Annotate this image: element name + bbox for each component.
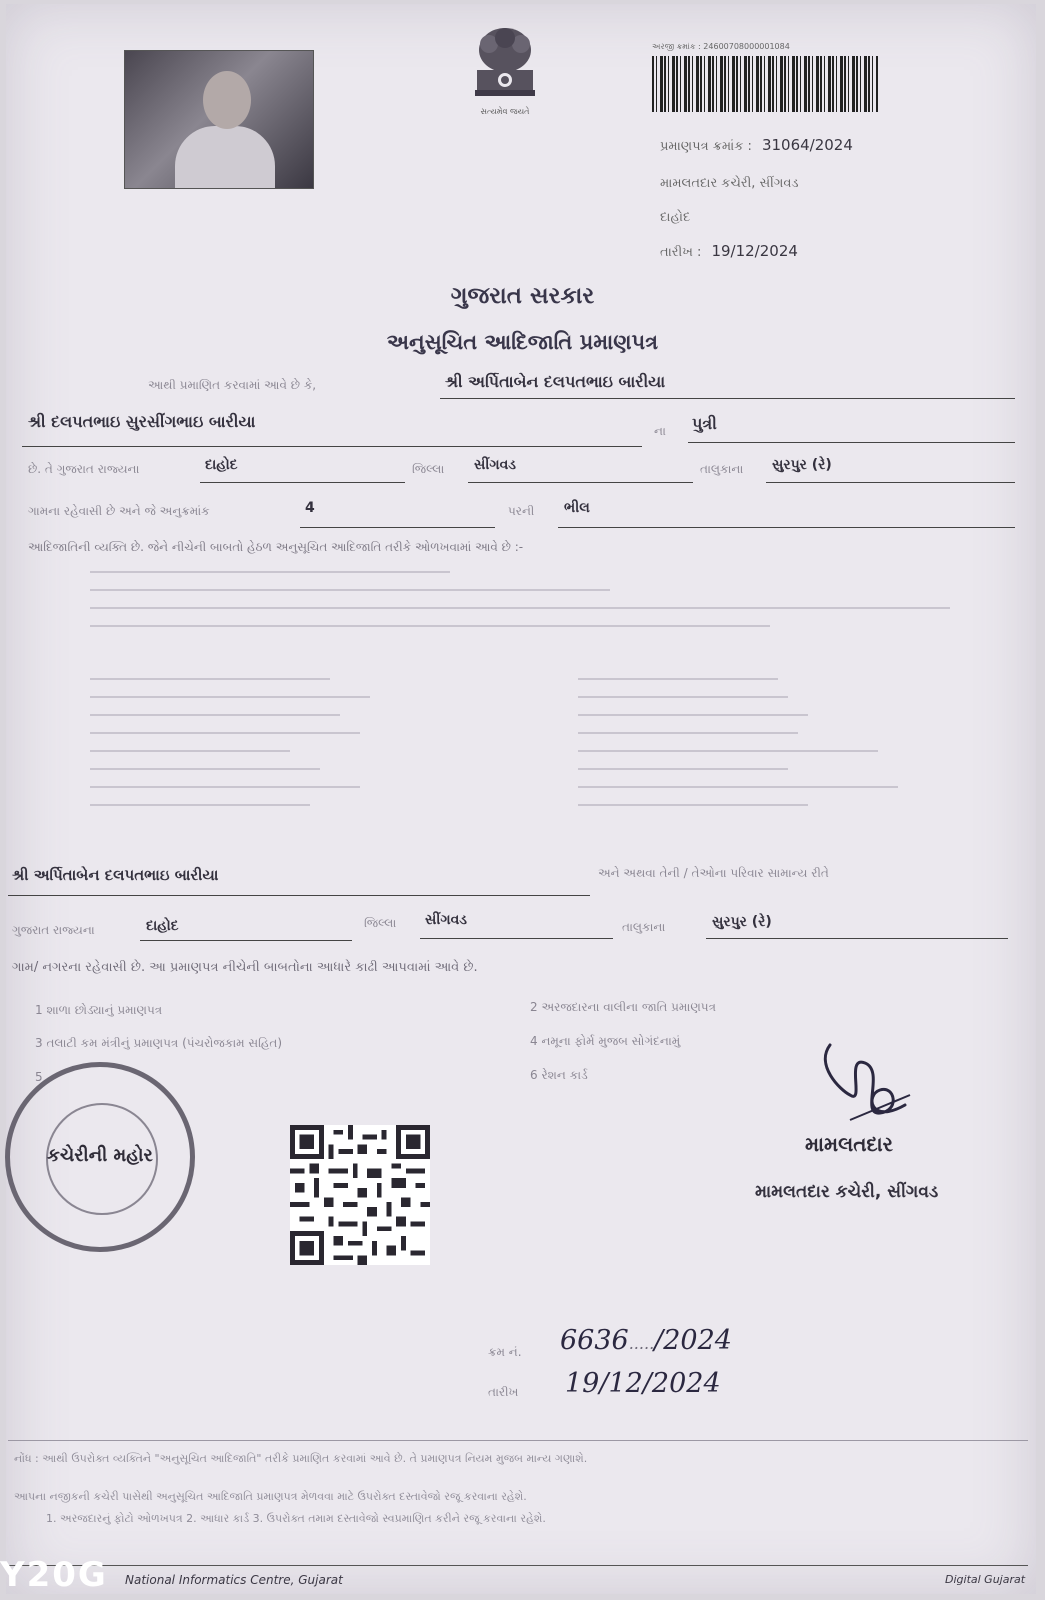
- barcode-block: અરજી ક્રમાંક : 24600708000001084: [652, 42, 882, 112]
- doc-6: 6 રેશન કાર્ડ: [530, 1068, 588, 1082]
- relation-label: ના: [654, 424, 666, 438]
- father-name: શ્રી દલપતભાઇ સુરસીંગભાઇ બારીયા: [28, 412, 256, 431]
- camera-watermark: Y20G: [0, 1555, 108, 1595]
- district-line: દાહોદ: [660, 210, 691, 225]
- tribe-label: પરની: [508, 504, 535, 518]
- certify-label: આથી પ્રમાણિત કરવામાં આવે છે કે,: [148, 378, 317, 392]
- faint-orders-right: [578, 670, 918, 840]
- national-emblem-icon: [455, 22, 555, 147]
- taluka-label: તાલુકાના: [700, 462, 744, 476]
- taluka-value: સીંગવડ: [474, 457, 516, 473]
- faint-orders-left: [90, 670, 390, 840]
- cert-number: 31064/2024: [761, 136, 853, 154]
- signature-icon: [810, 1035, 920, 1145]
- cert-number-label: પ્રમાણપત્ર ક્રમાંક :: [660, 139, 752, 154]
- office-line: મામલતદાર કચેરી, સીંગવડ: [660, 176, 799, 191]
- barcode: [652, 56, 878, 112]
- qr-code-icon: [290, 1125, 430, 1265]
- date-label: તારીખ :: [660, 245, 702, 260]
- district-value-2: દાહોદ: [146, 918, 179, 934]
- village-label: ગામના રહેવાસી છે અને જે અનુક્રમાંક: [28, 504, 210, 518]
- doc-1: 1 શાળા છોડ્યાનું પ્રમાણપત્ર: [35, 1003, 163, 1017]
- family-label: અને અથવા તેની / તેઓના પરિવાર સામાન્ય રીતે: [598, 866, 829, 880]
- seal-text: કચેરીની મહોર: [47, 1145, 153, 1166]
- state-label-2: ગુજરાત રાજ્યના: [12, 923, 95, 937]
- applicant-photo: [124, 50, 314, 189]
- government-title: ગુજરાત સરકાર: [450, 283, 595, 309]
- doc-4: 4 નમૂના ફોર્મ મુજબ સોગંદનામું: [530, 1034, 681, 1048]
- doc-5: 5: [35, 1070, 43, 1084]
- taluka-label-2: તાલુકાના: [622, 920, 666, 934]
- district-value: દાહોદ: [205, 457, 238, 473]
- district-label: જિલ્લા: [412, 462, 445, 476]
- signatory-title: મામલતદાર: [805, 1132, 893, 1156]
- barcode-number: 24600708000001084: [703, 42, 790, 51]
- state-label: છે. તે ગુજરાત રાજ્યના: [28, 462, 140, 476]
- holder-name: શ્રી અર્પિતાબેન દલપતભાઇ બારીયા: [12, 866, 219, 884]
- issue-date: 19/12/2024: [711, 242, 798, 260]
- doc-3: 3 તલાટી કમ મંત્રીનું પ્રમાણપત્ર (પંચરોજકામ સહિત): [35, 1036, 283, 1050]
- nic-credit: National Informatics Centre, Gujarat: [125, 1573, 343, 1587]
- ref-number: 6636...../2024: [560, 1325, 732, 1356]
- serial-number: 4: [305, 500, 315, 516]
- basis-line: ગામ/ નગરના રહેવાસી છે. આ પ્રમાણપત્ર નીચેની બાબતોના આધારે કાઢી આપવામાં આવે છે.: [12, 960, 478, 975]
- faint-orders-top: [90, 565, 970, 655]
- certificate-title: અનુસૂચિત આદિજાતિ પ્રમાણપત્ર: [386, 330, 659, 354]
- hw-date: 19/12/2024: [565, 1368, 721, 1399]
- hw-date-label: તારીખ: [488, 1385, 519, 1399]
- date-row: [660, 242, 798, 260]
- emblem-caption: સત્યમેવ જયતે: [480, 107, 530, 116]
- village-value-2: સુરપુર (રે): [712, 914, 772, 930]
- notice-line: આદિજાતિની વ્યક્તિ છે. જેને નીચેની બાબતો હેઠળ અનુસૂચિત આદિજાતિ તરીકે ઓળખવામાં આવે છે :-: [28, 540, 524, 554]
- taluka-value-2: સીંગવડ: [425, 912, 467, 928]
- digital-gujarat: Digital Gujarat: [945, 1573, 1026, 1586]
- tribe-value: ભીલ: [564, 500, 590, 516]
- cert-number-row: [660, 136, 853, 154]
- district-label-2: જિલ્લા: [364, 916, 397, 930]
- footer-note-3: 1. અરજદારનું ફોટો ઓળખપત્ર 2. આધાર કાર્ડ 3. ઉપરોક્ત તમામ દસ્તાવેજો સ્વપ્રમાણિત કરીને રજૂ કરવાના રહેશે.: [46, 1512, 546, 1525]
- footer-note-1: નોંધ : આથી ઉપરોક્ત વ્યક્તિને "અનુસૂચિત આદિજાતિ" તરીકે પ્રમાણિત કરવામાં આવે છે. તે પ્રમાણપત્ર નિયમ મુજબ માન્ય ગણાશે.: [14, 1452, 588, 1465]
- applicant-name: શ્રી અર્પિતાબેન દલપતભાઇ બારીયા: [445, 372, 666, 391]
- office-seal: [5, 1062, 195, 1252]
- relation-value: પુત્રી: [692, 414, 717, 433]
- ref-label: ક્રમ નં.: [488, 1345, 522, 1359]
- footer-note-2: આપના નજીકની કચેરી પાસેથી અનુસૂચિત આદિજાતિ પ્રમાણપત્ર મેળવવા માટે ઉપરોક્ત દસ્તાવેજો રજૂ કરવાના રહેશે.: [14, 1490, 527, 1503]
- village-value: સુરપુર (રે): [772, 457, 832, 473]
- signatory-office: મામલતદાર કચેરી, સીંગવડ: [755, 1182, 939, 1202]
- barcode-label: અરજી ક્રમાંક: [652, 42, 696, 51]
- doc-2: 2 અરજદારના વાલીના જાતિ પ્રમાણપત્ર: [530, 1000, 716, 1014]
